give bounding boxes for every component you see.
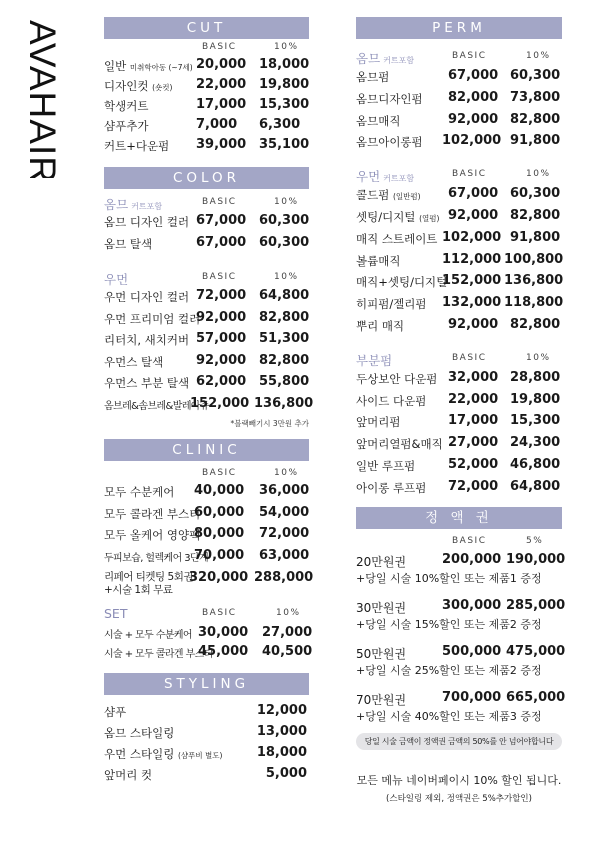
- brand-logo: [22, 18, 66, 178]
- service-label: 우먼스 탈색: [104, 354, 164, 369]
- voucher-benefit: +당일 시술 15%할인 또는 제품2 증정: [356, 617, 542, 631]
- group-note: 커트포함: [383, 174, 415, 184]
- voucher-row: [356, 641, 566, 661]
- naverpay-notice: 모든 메뉴 네이버페이시 10% 할인 됩니다.: [356, 773, 562, 787]
- clinic-row: [104, 524, 309, 546]
- discount-price: 60,300: [259, 213, 310, 228]
- basic-price: 27,000: [448, 435, 499, 451]
- service-label: 앞머리열펌&매직: [356, 437, 443, 452]
- service-name: [104, 484, 174, 500]
- voucher-benefit: +당일 시술 25%할인 또는 제품2 증정: [356, 663, 542, 677]
- discount-price: 63,000: [259, 547, 310, 563]
- clinic-row: [104, 481, 309, 503]
- discount-header: 10%: [276, 608, 301, 618]
- color-row: [104, 372, 309, 394]
- discount-header: 10%: [526, 169, 551, 180]
- perm-row: [356, 184, 562, 206]
- service-name: [356, 296, 427, 312]
- color-row: [104, 394, 314, 416]
- service-name: [104, 704, 126, 720]
- discount-header: 10%: [274, 272, 299, 282]
- voucher-condition-pill: 당일 시술 금액이 정액권 금액의 50%를 안 넘어야합니다: [356, 733, 562, 750]
- discount-price: 60,300: [510, 186, 561, 202]
- basic-price: 92,000: [196, 352, 247, 368]
- service-name: [104, 311, 200, 327]
- service-name: [104, 354, 163, 370]
- discount-price: 82,800: [510, 207, 561, 223]
- clinic-price-header: [104, 461, 309, 481]
- color-row: [104, 329, 309, 351]
- color-row: [104, 308, 309, 330]
- service-name: [104, 332, 189, 348]
- discount-price: 55,800: [259, 374, 310, 389]
- group-title: [356, 49, 414, 67]
- basic-price: 45,000: [198, 644, 249, 659]
- perm-subheader: [356, 162, 562, 184]
- group-name: 우먼: [356, 169, 381, 185]
- discount-price: 46,800: [510, 456, 561, 472]
- basic-price: 32,000: [448, 369, 499, 385]
- service-name: [104, 214, 189, 230]
- cut-row: [104, 95, 309, 115]
- basic-header: BASIC: [452, 51, 487, 61]
- service-label: 앞머리펌: [356, 415, 401, 430]
- clinic-row: [104, 546, 309, 568]
- basic-header: BASIC: [452, 535, 487, 546]
- styling-row: [104, 701, 309, 722]
- special-name: 리페어 티켓팅 5회권: [104, 571, 193, 583]
- group-name: 부분펌: [356, 352, 393, 368]
- cut-list: [104, 55, 309, 155]
- service-note: (열펌): [419, 213, 440, 223]
- group-title: [356, 167, 414, 185]
- special-discount-price: 288,000: [254, 570, 314, 585]
- service-note: 미취학아동 (~7세): [129, 63, 193, 72]
- basic-header: BASIC: [202, 608, 237, 618]
- basic-price: 80,000: [194, 526, 245, 541]
- perm-row: [356, 88, 562, 110]
- service-note: (일반펌): [392, 192, 421, 202]
- service-name: [356, 253, 400, 269]
- group-gap: [104, 254, 309, 264]
- perm-row: [356, 131, 562, 153]
- service-label: 앞머리 컷: [104, 768, 153, 782]
- perm-row: [356, 66, 562, 88]
- cut-price-header: [104, 39, 309, 55]
- color-list: [104, 189, 314, 415]
- perm-row: [356, 228, 562, 250]
- voucher-row: [356, 549, 566, 569]
- set-row: [104, 642, 313, 661]
- service-name: [356, 458, 415, 474]
- service-label: 모두 수분케어: [104, 485, 175, 499]
- service-label: 옴므 스타일링: [104, 726, 175, 740]
- perm-row: [356, 271, 562, 293]
- styling-row: [104, 764, 309, 785]
- service-note: (숏컷): [152, 83, 173, 92]
- color-note: *블랙빼기시 3만원 추가: [230, 419, 309, 428]
- service-label: 옴브레&솜브레&발레아쥬: [104, 400, 209, 412]
- perm-row: [356, 433, 562, 455]
- service-label: 커트+다운펌: [104, 139, 170, 153]
- voucher-row: [356, 595, 566, 615]
- left-column: [104, 17, 314, 785]
- discount-price: 118,800: [504, 295, 564, 311]
- basic-price: 72,000: [196, 288, 247, 303]
- service-label: 모두 콜라겐 부스터: [104, 506, 201, 521]
- perm-subheader: [356, 44, 562, 66]
- basic-price: 62,000: [196, 374, 247, 389]
- service-label: 우먼 스타일링: [104, 747, 175, 761]
- service-label: 옴므아이롱펌: [356, 135, 423, 150]
- styling-banner: STYLING: [104, 673, 309, 695]
- service-label: 리터치, 새치커버: [104, 333, 190, 347]
- perm-row: [356, 368, 562, 390]
- color-row: [104, 211, 309, 233]
- discount-price: 91,800: [510, 229, 561, 245]
- cut-row: [104, 75, 309, 95]
- basic-price: 20,000: [196, 57, 247, 72]
- service-name: [104, 58, 193, 74]
- discount-header: 10%: [526, 352, 551, 363]
- basic-header: BASIC: [202, 272, 237, 282]
- color-row: [104, 286, 309, 308]
- perm-row: [356, 206, 562, 228]
- basic-price: 67,000: [448, 68, 499, 83]
- voucher-row: [356, 687, 566, 707]
- basic-price: 22,000: [448, 391, 499, 407]
- discount-price: 28,800: [510, 369, 561, 385]
- basic-header: BASIC: [202, 468, 237, 478]
- service-label: 두상보안 다운펌: [356, 371, 438, 386]
- discount-price: 82,800: [259, 352, 310, 368]
- service-label: 히피펌/젤리펌: [356, 297, 427, 312]
- service-label: 옴므디자인펌: [356, 91, 423, 106]
- basic-price: 102,000: [442, 229, 502, 245]
- service-name: [104, 746, 222, 762]
- service-name: [104, 527, 200, 543]
- color-row: [104, 351, 309, 373]
- basic-price: 67,000: [448, 186, 499, 202]
- discount-price: 82,800: [510, 316, 561, 332]
- service-label: 뿌리 매직: [356, 318, 405, 333]
- group-gap: [356, 337, 562, 346]
- service-name: [356, 187, 421, 203]
- color-banner: COLOR: [104, 167, 309, 189]
- service-label: 일반: [104, 59, 127, 73]
- basic-price: 67,000: [196, 234, 247, 250]
- discount-price: 72,000: [259, 526, 310, 541]
- service-label: 옴므 탈색: [104, 236, 153, 251]
- basic-price: 132,000: [442, 295, 502, 311]
- basic-price: 92,000: [448, 316, 499, 332]
- service-label: 시술 + 모두 수분케어: [104, 630, 192, 641]
- voucher-benefit: +당일 시술 40%할인 또는 제품3 증정: [356, 709, 542, 723]
- discount-price: 190,000: [506, 551, 566, 567]
- basic-price: 60,000: [194, 504, 245, 520]
- price: 12,000: [256, 703, 307, 718]
- price: 18,000: [256, 745, 307, 760]
- service-name: [356, 436, 443, 452]
- color-subheader: [104, 264, 309, 286]
- clinic-banner: CLINIC: [104, 439, 309, 461]
- service-label: 샴푸추가: [104, 119, 149, 133]
- service-name: [356, 91, 423, 107]
- service-name: [104, 767, 152, 783]
- service-label: 두피보습, 헐렉케어 3단계: [104, 552, 209, 564]
- basic-price: 22,000: [196, 77, 247, 92]
- service-name: [104, 118, 148, 134]
- perm-row: [356, 455, 562, 477]
- set-list: [104, 623, 313, 661]
- discount-price: 19,800: [510, 391, 561, 407]
- discount-price: 285,000: [506, 597, 566, 613]
- service-label: 매직+셋팅/디지털: [356, 275, 448, 290]
- service-name: [356, 414, 400, 430]
- perm-row: [356, 390, 562, 412]
- perm-row: [356, 110, 562, 132]
- discount-header: 10%: [274, 197, 299, 207]
- perm-subheader: [356, 346, 562, 368]
- basic-price: 70,000: [194, 547, 245, 563]
- service-name: [356, 69, 389, 85]
- discount-price: 136,800: [504, 273, 564, 289]
- discount-price: 100,800: [504, 251, 564, 267]
- service-label: 우먼 프리미엄 컬러: [104, 311, 201, 326]
- group-name: 옴므: [356, 51, 381, 66]
- cut-row: [104, 55, 309, 75]
- perm-row: [356, 411, 562, 433]
- service-name: [104, 626, 192, 641]
- basic-price: 92,000: [196, 309, 247, 325]
- basic-price: 17,000: [448, 413, 499, 429]
- basic-price: 92,000: [448, 111, 499, 127]
- service-label: 셋팅/디지털: [356, 209, 416, 224]
- discount-price: 24,300: [510, 435, 561, 451]
- voucher-name: 20만원권: [356, 554, 407, 569]
- basic-price: 67,000: [196, 213, 247, 228]
- service-label: 일반 루프펌: [356, 458, 416, 473]
- service-label: 콜드펌: [356, 188, 390, 203]
- right-column: [356, 17, 566, 804]
- voucher-banner: 정 액 권: [356, 507, 562, 529]
- perm-banner: PERM: [356, 17, 562, 39]
- discount-header: 5%: [526, 535, 544, 546]
- clinic-row: [104, 503, 309, 525]
- avahair-logo-icon: [22, 18, 66, 178]
- discount-price: 51,300: [259, 331, 310, 346]
- service-name: [104, 236, 152, 252]
- set-row: [104, 623, 313, 642]
- basic-price: 17,000: [196, 97, 247, 112]
- brand-wordmark: AVAHAIR: [22, 20, 63, 178]
- price: 5,000: [265, 766, 307, 781]
- service-name: [356, 134, 423, 150]
- basic-header: BASIC: [202, 197, 237, 207]
- voucher-list: [356, 549, 566, 729]
- service-label: 우먼스 부분 탈색: [104, 376, 190, 390]
- basic-price: 102,000: [442, 133, 502, 149]
- set-subheader: [104, 601, 309, 623]
- service-label: 모두 올케어 영양팩: [104, 528, 201, 542]
- discount-price: 136,800: [254, 395, 314, 411]
- basic-price: 7,000: [196, 117, 238, 132]
- perm-row: [356, 293, 562, 315]
- service-label: 샴푸: [104, 705, 127, 719]
- basic-price: 500,000: [442, 643, 502, 659]
- naverpay-exception: (스타일링 제외, 정액권은 5%추가할인): [386, 793, 532, 804]
- service-label: 매직 스트레이트: [356, 231, 438, 246]
- styling-row: [104, 743, 309, 764]
- service-name: [104, 289, 189, 305]
- discount-price: 54,000: [259, 504, 310, 520]
- service-label: 사이드 다운펌: [356, 393, 427, 408]
- perm-row: [356, 250, 562, 272]
- voucher-name: 30만원권: [356, 600, 407, 615]
- perm-row: [356, 477, 562, 499]
- group-gap: [356, 153, 562, 162]
- discount-price: 73,800: [510, 89, 561, 105]
- voucher-benefit: +당일 시술 10%할인 또는 제품1 증정: [356, 571, 542, 585]
- discount-price: 82,800: [510, 111, 561, 127]
- service-name: [356, 393, 426, 409]
- service-name: [356, 231, 437, 247]
- basic-price: 152,000: [442, 273, 502, 289]
- service-name: [104, 138, 169, 154]
- service-name: [104, 78, 172, 94]
- group-name: 옴므: [104, 197, 129, 212]
- basic-price: 82,000: [448, 89, 499, 105]
- group-note: 커트포함: [131, 202, 163, 211]
- service-label: 우먼 디자인 컬러: [104, 290, 190, 304]
- color-subheader: [104, 189, 309, 211]
- discount-price: 40,500: [262, 644, 313, 659]
- discount-price: 18,000: [259, 57, 310, 72]
- basic-header: BASIC: [452, 169, 487, 180]
- discount-price: 60,300: [259, 234, 310, 250]
- basic-price: 52,000: [448, 456, 499, 472]
- service-label: 아이롱 루프펌: [356, 480, 427, 495]
- service-label: 옴므펌: [356, 70, 390, 84]
- cut-row: [104, 135, 309, 155]
- basic-price: 92,000: [448, 207, 499, 223]
- discount-price: 35,100: [259, 137, 310, 152]
- service-name: [104, 549, 208, 564]
- cut-banner: CUT: [104, 17, 309, 39]
- basic-header: BASIC: [202, 42, 237, 52]
- service-label: 시술 + 모두 콜라겐 부스터: [104, 649, 213, 660]
- service-note: (샴푸비 별도): [177, 751, 223, 760]
- discount-price: 82,800: [259, 309, 310, 325]
- discount-price: 19,800: [259, 77, 310, 92]
- basic-price: 200,000: [442, 551, 502, 567]
- clinic-list: [104, 481, 309, 567]
- discount-price: 91,800: [510, 133, 561, 149]
- clinic-special-row: [104, 567, 314, 601]
- basic-header: BASIC: [452, 352, 487, 363]
- basic-price: 700,000: [442, 689, 502, 705]
- special-basic-price: 320,000: [189, 570, 249, 585]
- special-bonus: +시술 1회 무료: [104, 584, 173, 596]
- basic-price: 57,000: [196, 331, 247, 346]
- service-name: [104, 645, 213, 660]
- group-note: 커트포함: [383, 56, 415, 65]
- discount-price: 64,800: [259, 288, 310, 303]
- perm-row: [356, 315, 562, 337]
- discount-header: 10%: [274, 468, 299, 478]
- service-label: 옴므 디자인 컬러: [104, 215, 190, 229]
- service-label: 볼륨매직: [356, 253, 401, 268]
- service-name: [104, 375, 189, 391]
- group-title: [356, 351, 392, 369]
- voucher-price-header: [356, 529, 562, 549]
- discount-price: 6,300: [259, 117, 301, 132]
- voucher-name: 50만원권: [356, 646, 407, 661]
- service-name: [104, 725, 174, 741]
- service-label: 디자인컷: [104, 79, 149, 93]
- basic-price: 152,000: [190, 395, 250, 411]
- discount-price: 60,300: [510, 68, 561, 83]
- discount-price: 475,000: [506, 643, 566, 659]
- service-name: [356, 113, 400, 129]
- discount-price: 15,300: [259, 97, 310, 112]
- basic-price: 40,000: [194, 483, 245, 498]
- discount-price: 27,000: [262, 625, 313, 640]
- perm-list: [356, 44, 562, 499]
- service-name: [356, 318, 404, 334]
- service-name: [104, 98, 148, 114]
- styling-list: [104, 701, 309, 785]
- discount-price: 665,000: [506, 689, 566, 705]
- service-name: [104, 506, 200, 522]
- set-title: SET: [104, 606, 128, 621]
- service-label: 학생커트: [104, 99, 149, 113]
- service-name: [356, 371, 437, 387]
- service-name: [356, 480, 426, 496]
- styling-row: [104, 722, 309, 743]
- service-name: [356, 274, 447, 290]
- voucher-name: 70만원권: [356, 692, 407, 707]
- service-label: 옴므매직: [356, 113, 401, 128]
- discount-header: 10%: [274, 42, 299, 52]
- basic-price: 300,000: [442, 597, 502, 613]
- basic-price: 72,000: [448, 478, 499, 494]
- basic-price: 30,000: [198, 625, 249, 640]
- cut-row: [104, 115, 309, 135]
- discount-price: 64,800: [510, 478, 561, 494]
- price: 13,000: [256, 724, 307, 739]
- discount-price: 15,300: [510, 413, 561, 429]
- color-row: [104, 233, 309, 255]
- service-name: [356, 209, 439, 225]
- basic-price: 39,000: [196, 137, 247, 152]
- group-name: 우먼: [104, 272, 129, 287]
- discount-header: 10%: [526, 51, 551, 61]
- discount-price: 36,000: [259, 483, 310, 498]
- basic-price: 112,000: [442, 251, 502, 267]
